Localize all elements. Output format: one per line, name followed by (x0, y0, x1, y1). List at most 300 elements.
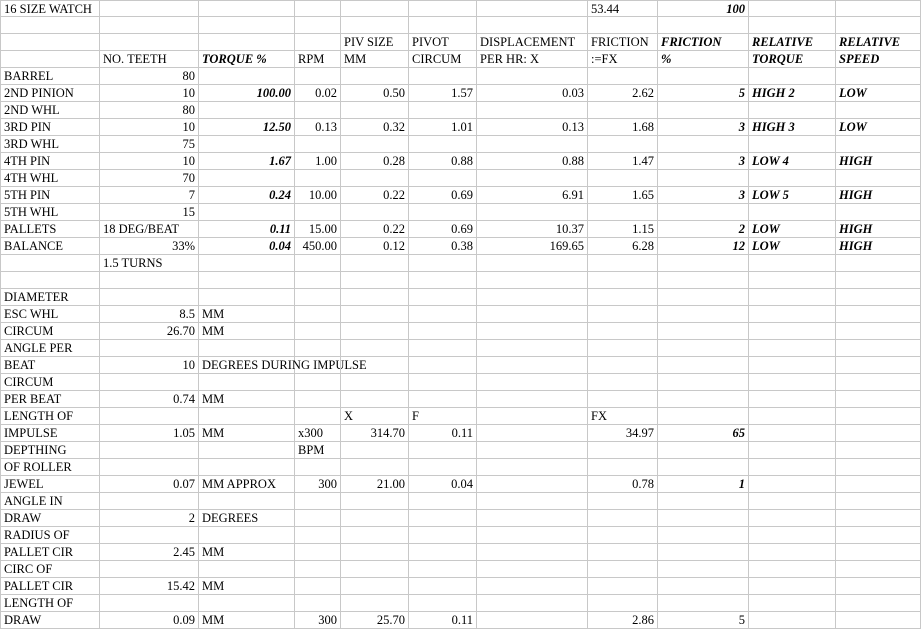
cell-c29[interactable] (199, 476, 295, 493)
cell-b28[interactable] (100, 459, 199, 476)
cell-e29[interactable] (341, 476, 409, 493)
cell-h19[interactable] (588, 306, 658, 323)
cell-a29[interactable] (0, 476, 100, 493)
cell-d14[interactable] (295, 221, 341, 238)
cell-h5[interactable] (588, 68, 658, 85)
cell-h37[interactable] (588, 612, 658, 629)
cell-i29[interactable] (658, 476, 749, 493)
cell-h23[interactable] (588, 374, 658, 391)
cell-j6[interactable] (749, 85, 836, 102)
cell-a1[interactable] (0, 0, 100, 17)
cell-e24[interactable] (341, 391, 409, 408)
cell-i2[interactable] (658, 17, 749, 34)
cell-h33[interactable] (588, 544, 658, 561)
cell-c24[interactable] (199, 391, 295, 408)
cell-h25[interactable] (588, 408, 658, 425)
cell-i13[interactable] (658, 204, 749, 221)
cell-i17[interactable] (658, 272, 749, 289)
cell-f26[interactable] (409, 425, 477, 442)
cell-j10[interactable] (749, 153, 836, 170)
cell-i34[interactable] (658, 561, 749, 578)
cell-d33[interactable] (295, 544, 341, 561)
cell-b30[interactable] (100, 493, 199, 510)
cell-j20[interactable] (749, 323, 836, 340)
cell-k32[interactable] (836, 527, 921, 544)
cell-c8[interactable] (199, 119, 295, 136)
cell-a21[interactable] (0, 340, 100, 357)
cell-b7[interactable] (100, 102, 199, 119)
cell-k2[interactable] (836, 17, 921, 34)
cell-k16[interactable] (836, 255, 921, 272)
cell-g5[interactable] (477, 68, 588, 85)
cell-g14[interactable] (477, 221, 588, 238)
cell-a27[interactable] (0, 442, 100, 459)
cell-e21[interactable] (341, 340, 409, 357)
cell-j32[interactable] (749, 527, 836, 544)
cell-j8[interactable] (749, 119, 836, 136)
cell-e27[interactable] (341, 442, 409, 459)
cell-f6[interactable] (409, 85, 477, 102)
cell-i8[interactable] (658, 119, 749, 136)
cell-a14[interactable] (0, 221, 100, 238)
cell-a13[interactable] (0, 204, 100, 221)
cell-i33[interactable] (658, 544, 749, 561)
cell-k22[interactable] (836, 357, 921, 374)
cell-a23[interactable] (0, 374, 100, 391)
cell-h15[interactable] (588, 238, 658, 255)
cell-g31[interactable] (477, 510, 588, 527)
cell-k20[interactable] (836, 323, 921, 340)
cell-d30[interactable] (295, 493, 341, 510)
cell-c23[interactable] (199, 374, 295, 391)
cell-e28[interactable] (341, 459, 409, 476)
cell-d2[interactable] (295, 17, 341, 34)
cell-g16[interactable] (477, 255, 588, 272)
cell-f33[interactable] (409, 544, 477, 561)
cell-j15[interactable] (749, 238, 836, 255)
cell-i5[interactable] (658, 68, 749, 85)
cell-e6[interactable] (341, 85, 409, 102)
cell-k3[interactable] (836, 34, 921, 51)
cell-f4[interactable] (409, 51, 477, 68)
cell-b37[interactable] (100, 612, 199, 629)
cell-g7[interactable] (477, 102, 588, 119)
cell-b34[interactable] (100, 561, 199, 578)
cell-b10[interactable] (100, 153, 199, 170)
cell-k21[interactable] (836, 340, 921, 357)
cell-j16[interactable] (749, 255, 836, 272)
cell-c31[interactable] (199, 510, 295, 527)
cell-k18[interactable] (836, 289, 921, 306)
cell-f17[interactable] (409, 272, 477, 289)
cell-j28[interactable] (749, 459, 836, 476)
cell-b19[interactable] (100, 306, 199, 323)
cell-c28[interactable] (199, 459, 295, 476)
cell-d19[interactable] (295, 306, 341, 323)
cell-a7[interactable] (0, 102, 100, 119)
cell-f23[interactable] (409, 374, 477, 391)
cell-e30[interactable] (341, 493, 409, 510)
cell-c21[interactable] (199, 340, 295, 357)
cell-e25[interactable] (341, 408, 409, 425)
cell-f13[interactable] (409, 204, 477, 221)
cell-g18[interactable] (477, 289, 588, 306)
cell-j27[interactable] (749, 442, 836, 459)
cell-i32[interactable] (658, 527, 749, 544)
cell-k30[interactable] (836, 493, 921, 510)
cell-a28[interactable] (0, 459, 100, 476)
cell-b13[interactable] (100, 204, 199, 221)
cell-j24[interactable] (749, 391, 836, 408)
cell-e31[interactable] (341, 510, 409, 527)
cell-d9[interactable] (295, 136, 341, 153)
cell-d32[interactable] (295, 527, 341, 544)
cell-k8[interactable] (836, 119, 921, 136)
cell-f5[interactable] (409, 68, 477, 85)
cell-c14[interactable] (199, 221, 295, 238)
cell-i9[interactable] (658, 136, 749, 153)
cell-h3[interactable] (588, 34, 658, 51)
cell-a33[interactable] (0, 544, 100, 561)
cell-k7[interactable] (836, 102, 921, 119)
cell-f21[interactable] (409, 340, 477, 357)
cell-g12[interactable] (477, 187, 588, 204)
cell-b1[interactable] (100, 0, 199, 17)
cell-f8[interactable] (409, 119, 477, 136)
cell-c4[interactable] (199, 51, 295, 68)
cell-h14[interactable] (588, 221, 658, 238)
cell-i4[interactable] (658, 51, 749, 68)
cell-d5[interactable] (295, 68, 341, 85)
cell-f1[interactable] (409, 0, 477, 17)
cell-d25[interactable] (295, 408, 341, 425)
cell-e12[interactable] (341, 187, 409, 204)
cell-a5[interactable] (0, 68, 100, 85)
cell-j37[interactable] (749, 612, 836, 629)
cell-j22[interactable] (749, 357, 836, 374)
cell-e2[interactable] (341, 17, 409, 34)
cell-a19[interactable] (0, 306, 100, 323)
cell-d17[interactable] (295, 272, 341, 289)
cell-d10[interactable] (295, 153, 341, 170)
cell-e32[interactable] (341, 527, 409, 544)
cell-i11[interactable] (658, 170, 749, 187)
cell-b35[interactable] (100, 578, 199, 595)
cell-k17[interactable] (836, 272, 921, 289)
cell-d8[interactable] (295, 119, 341, 136)
cell-f36[interactable] (409, 595, 477, 612)
cell-g2[interactable] (477, 17, 588, 34)
cell-h7[interactable] (588, 102, 658, 119)
cell-e1[interactable] (341, 0, 409, 17)
cell-i16[interactable] (658, 255, 749, 272)
cell-e22[interactable] (341, 357, 409, 374)
cell-h30[interactable] (588, 493, 658, 510)
cell-g26[interactable] (477, 425, 588, 442)
cell-j14[interactable] (749, 221, 836, 238)
cell-h12[interactable] (588, 187, 658, 204)
cell-i37[interactable] (658, 612, 749, 629)
cell-d15[interactable] (295, 238, 341, 255)
cell-d35[interactable] (295, 578, 341, 595)
cell-i3[interactable] (658, 34, 749, 51)
cell-f28[interactable] (409, 459, 477, 476)
cell-b24[interactable] (100, 391, 199, 408)
cell-f15[interactable] (409, 238, 477, 255)
cell-b17[interactable] (100, 272, 199, 289)
cell-k25[interactable] (836, 408, 921, 425)
cell-b27[interactable] (100, 442, 199, 459)
cell-c26[interactable] (199, 425, 295, 442)
cell-g29[interactable] (477, 476, 588, 493)
cell-c35[interactable] (199, 578, 295, 595)
cell-f7[interactable] (409, 102, 477, 119)
cell-c13[interactable] (199, 204, 295, 221)
cell-g10[interactable] (477, 153, 588, 170)
cell-e3[interactable] (341, 34, 409, 51)
cell-c32[interactable] (199, 527, 295, 544)
cell-j1[interactable] (749, 0, 836, 17)
cell-c10[interactable] (199, 153, 295, 170)
cell-f9[interactable] (409, 136, 477, 153)
cell-k14[interactable] (836, 221, 921, 238)
cell-j13[interactable] (749, 204, 836, 221)
cell-c9[interactable] (199, 136, 295, 153)
cell-g15[interactable] (477, 238, 588, 255)
cell-j26[interactable] (749, 425, 836, 442)
cell-g28[interactable] (477, 459, 588, 476)
cell-i10[interactable] (658, 153, 749, 170)
cell-d24[interactable] (295, 391, 341, 408)
cell-a20[interactable] (0, 323, 100, 340)
cell-h1[interactable] (588, 0, 658, 17)
cell-k15[interactable] (836, 238, 921, 255)
cell-h28[interactable] (588, 459, 658, 476)
cell-d29[interactable] (295, 476, 341, 493)
cell-f37[interactable] (409, 612, 477, 629)
cell-f19[interactable] (409, 306, 477, 323)
cell-e26[interactable] (341, 425, 409, 442)
cell-c16[interactable] (199, 255, 295, 272)
cell-e16[interactable] (341, 255, 409, 272)
cell-g37[interactable] (477, 612, 588, 629)
cell-f12[interactable] (409, 187, 477, 204)
cell-e4[interactable] (341, 51, 409, 68)
cell-k4[interactable] (836, 51, 921, 68)
cell-c33[interactable] (199, 544, 295, 561)
cell-g30[interactable] (477, 493, 588, 510)
cell-b22[interactable] (100, 357, 199, 374)
cell-j3[interactable] (749, 34, 836, 51)
cell-f11[interactable] (409, 170, 477, 187)
cell-j33[interactable] (749, 544, 836, 561)
cell-b5[interactable] (100, 68, 199, 85)
cell-b20[interactable] (100, 323, 199, 340)
cell-i18[interactable] (658, 289, 749, 306)
cell-c2[interactable] (199, 17, 295, 34)
cell-e23[interactable] (341, 374, 409, 391)
cell-d21[interactable] (295, 340, 341, 357)
cell-c1[interactable] (199, 0, 295, 17)
cell-h22[interactable] (588, 357, 658, 374)
cell-j5[interactable] (749, 68, 836, 85)
cell-b9[interactable] (100, 136, 199, 153)
cell-b2[interactable] (100, 17, 199, 34)
cell-b6[interactable] (100, 85, 199, 102)
cell-a6[interactable] (0, 85, 100, 102)
cell-a8[interactable] (0, 119, 100, 136)
cell-g33[interactable] (477, 544, 588, 561)
cell-c5[interactable] (199, 68, 295, 85)
cell-j18[interactable] (749, 289, 836, 306)
cell-j36[interactable] (749, 595, 836, 612)
cell-g22[interactable] (477, 357, 588, 374)
cell-d13[interactable] (295, 204, 341, 221)
cell-f14[interactable] (409, 221, 477, 238)
cell-a32[interactable] (0, 527, 100, 544)
cell-e8[interactable] (341, 119, 409, 136)
cell-e20[interactable] (341, 323, 409, 340)
cell-i7[interactable] (658, 102, 749, 119)
cell-a25[interactable] (0, 408, 100, 425)
cell-k34[interactable] (836, 561, 921, 578)
cell-d20[interactable] (295, 323, 341, 340)
cell-i30[interactable] (658, 493, 749, 510)
cell-g32[interactable] (477, 527, 588, 544)
cell-b36[interactable] (100, 595, 199, 612)
cell-d7[interactable] (295, 102, 341, 119)
cell-e35[interactable] (341, 578, 409, 595)
cell-e36[interactable] (341, 595, 409, 612)
cell-a10[interactable] (0, 153, 100, 170)
cell-h34[interactable] (588, 561, 658, 578)
cell-k35[interactable] (836, 578, 921, 595)
cell-f10[interactable] (409, 153, 477, 170)
cell-h20[interactable] (588, 323, 658, 340)
cell-a9[interactable] (0, 136, 100, 153)
cell-i12[interactable] (658, 187, 749, 204)
cell-i19[interactable] (658, 306, 749, 323)
cell-a34[interactable] (0, 561, 100, 578)
cell-i21[interactable] (658, 340, 749, 357)
cell-k31[interactable] (836, 510, 921, 527)
cell-c11[interactable] (199, 170, 295, 187)
cell-c6[interactable] (199, 85, 295, 102)
cell-i1[interactable] (658, 0, 749, 17)
cell-d26[interactable] (295, 425, 341, 442)
cell-d6[interactable] (295, 85, 341, 102)
cell-d23[interactable] (295, 374, 341, 391)
cell-g27[interactable] (477, 442, 588, 459)
cell-j4[interactable] (749, 51, 836, 68)
cell-j34[interactable] (749, 561, 836, 578)
cell-k9[interactable] (836, 136, 921, 153)
cell-f31[interactable] (409, 510, 477, 527)
cell-a36[interactable] (0, 595, 100, 612)
cell-i35[interactable] (658, 578, 749, 595)
cell-a3[interactable] (0, 34, 100, 51)
cell-h8[interactable] (588, 119, 658, 136)
cell-c37[interactable] (199, 612, 295, 629)
cell-k37[interactable] (836, 612, 921, 629)
cell-i24[interactable] (658, 391, 749, 408)
cell-i31[interactable] (658, 510, 749, 527)
cell-d4[interactable] (295, 51, 341, 68)
cell-b8[interactable] (100, 119, 199, 136)
cell-b3[interactable] (100, 34, 199, 51)
cell-c20[interactable] (199, 323, 295, 340)
cell-h9[interactable] (588, 136, 658, 153)
cell-b15[interactable] (100, 238, 199, 255)
cell-h11[interactable] (588, 170, 658, 187)
cell-a24[interactable] (0, 391, 100, 408)
cell-c18[interactable] (199, 289, 295, 306)
cell-j7[interactable] (749, 102, 836, 119)
cell-k23[interactable] (836, 374, 921, 391)
cell-c22[interactable] (199, 357, 367, 374)
cell-g20[interactable] (477, 323, 588, 340)
cell-d36[interactable] (295, 595, 341, 612)
cell-e18[interactable] (341, 289, 409, 306)
cell-j30[interactable] (749, 493, 836, 510)
cell-b26[interactable] (100, 425, 199, 442)
cell-b33[interactable] (100, 544, 199, 561)
cell-k33[interactable] (836, 544, 921, 561)
cell-h26[interactable] (588, 425, 658, 442)
cell-d3[interactable] (295, 34, 341, 51)
cell-d1[interactable] (295, 0, 341, 17)
cell-b14[interactable] (100, 221, 199, 238)
cell-g8[interactable] (477, 119, 588, 136)
cell-b18[interactable] (100, 289, 199, 306)
cell-j31[interactable] (749, 510, 836, 527)
cell-b31[interactable] (100, 510, 199, 527)
cell-f35[interactable] (409, 578, 477, 595)
cell-k13[interactable] (836, 204, 921, 221)
cell-g3[interactable] (477, 34, 588, 51)
cell-b11[interactable] (100, 170, 199, 187)
cell-b25[interactable] (100, 408, 199, 425)
cell-a26[interactable] (0, 425, 100, 442)
cell-k5[interactable] (836, 68, 921, 85)
cell-c25[interactable] (199, 408, 295, 425)
cell-h21[interactable] (588, 340, 658, 357)
cell-k28[interactable] (836, 459, 921, 476)
cell-h32[interactable] (588, 527, 658, 544)
cell-e34[interactable] (341, 561, 409, 578)
cell-a4[interactable] (0, 51, 100, 68)
cell-j23[interactable] (749, 374, 836, 391)
cell-e9[interactable] (341, 136, 409, 153)
cell-g11[interactable] (477, 170, 588, 187)
cell-j17[interactable] (749, 272, 836, 289)
cell-h35[interactable] (588, 578, 658, 595)
cell-j35[interactable] (749, 578, 836, 595)
cell-f32[interactable] (409, 527, 477, 544)
cell-g19[interactable] (477, 306, 588, 323)
cell-j25[interactable] (749, 408, 836, 425)
cell-b23[interactable] (100, 374, 199, 391)
cell-a22[interactable] (0, 357, 100, 374)
cell-d31[interactable] (295, 510, 341, 527)
cell-h4[interactable] (588, 51, 658, 68)
cell-h27[interactable] (588, 442, 658, 459)
cell-f34[interactable] (409, 561, 477, 578)
cell-c3[interactable] (199, 34, 295, 51)
cell-g21[interactable] (477, 340, 588, 357)
cell-c19[interactable] (199, 306, 295, 323)
cell-a12[interactable] (0, 187, 100, 204)
